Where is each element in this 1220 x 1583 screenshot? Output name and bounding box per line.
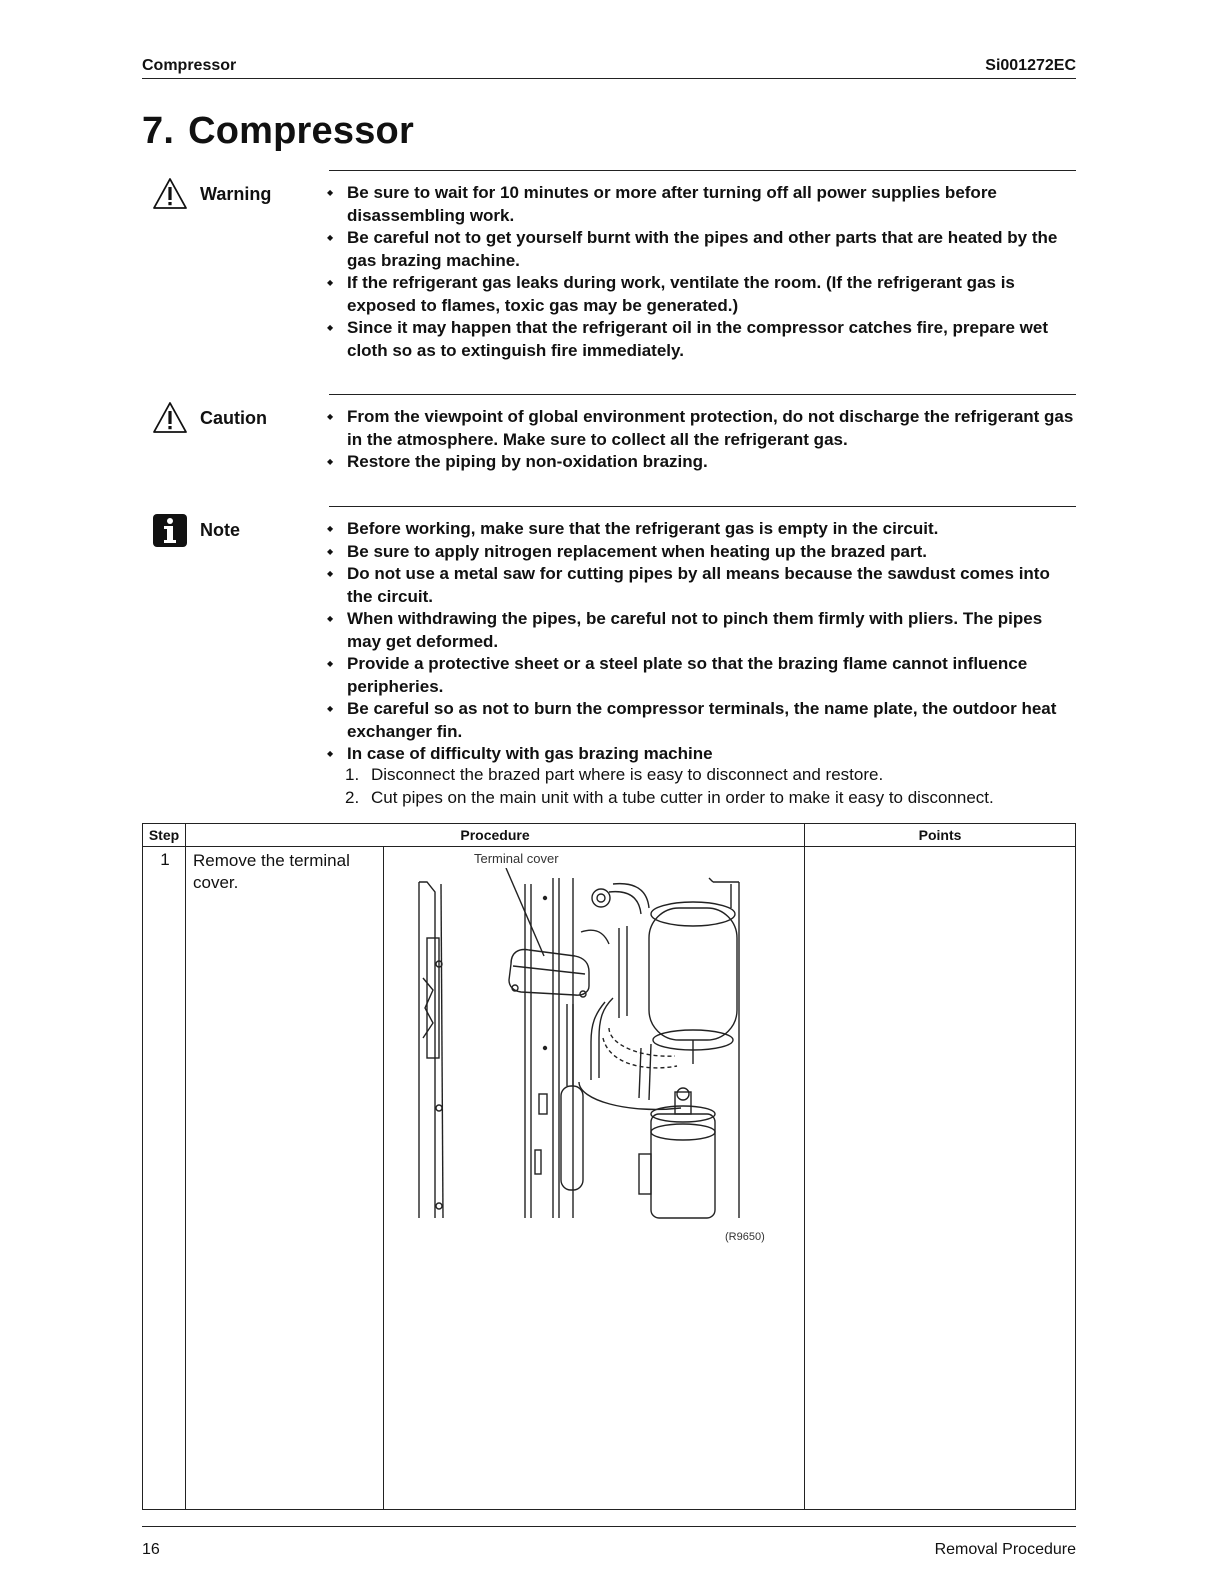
- column-header-procedure: Procedure: [460, 827, 530, 843]
- note-item: ◆ Before working, make sure that the refrigerant gas is empty in the circuit.: [326, 518, 1076, 541]
- caution-item: ◆ Restore the piping by non-oxidation brazing.: [326, 451, 1076, 474]
- warning-rule: [329, 170, 1076, 171]
- note-label: [152, 512, 240, 548]
- caution-label-text: Caution: [200, 407, 267, 428]
- note-item: ◆ Be sure to apply nitrogen replacement when heating up the brazed part.: [326, 541, 1076, 564]
- warning-label: [152, 176, 271, 212]
- warning-item: ◆ If the refrigerant gas leaks during work, ventilate the room. (If the refrigerant gas is exposed to flames, toxic gas may be generated.): [326, 272, 1076, 317]
- warning-item: ◆ Be careful not to get yourself burnt with the pipes and other parts that are heated by the gas brazing machine.: [326, 227, 1076, 272]
- note-subitem: [345, 764, 1075, 787]
- page-title: [142, 110, 414, 153]
- note-item: ◆ Be careful so as not to burn the compressor terminals, the name plate, the outdoor heat exchanger fin.: [326, 698, 1076, 743]
- page-number: 16: [142, 1541, 160, 1558]
- note-subitem: [345, 787, 1075, 810]
- procedure-text: Remove the terminal cover.: [193, 851, 350, 892]
- subitem-number: 1.: [345, 765, 360, 784]
- footer-rule: [142, 1526, 1076, 1527]
- table-header-rule: [143, 846, 1075, 847]
- caution-label: [152, 400, 267, 436]
- note-numbered-list: [345, 764, 1075, 809]
- warning-list: [326, 182, 1076, 362]
- note-item: ◆ Do not use a metal saw for cutting pipes by all means because the sawdust comes into the circuit.: [326, 563, 1076, 608]
- note-list: [326, 518, 1076, 766]
- subitem-text: Disconnect the brazed part where is easy to disconnect and restore.: [371, 765, 884, 784]
- caution-triangle-icon: [152, 400, 188, 436]
- note-item: ◆ When withdrawing the pipes, be careful not to pinch them firmly with pliers. The pipes may get deformed.: [326, 608, 1076, 653]
- warning-triangle-icon: [152, 176, 188, 212]
- figure-callout-label: Terminal cover: [474, 851, 559, 866]
- header-rule: [142, 78, 1076, 79]
- warning-label-text: Warning: [200, 183, 272, 204]
- title-number: 7.: [142, 110, 175, 152]
- title-text: Compressor: [188, 110, 414, 152]
- caution-list: [326, 406, 1076, 474]
- step-number: 1: [160, 850, 170, 869]
- procedure-table: [142, 823, 1076, 1510]
- column-header-points: Points: [918, 827, 962, 843]
- compressor-illustration: [413, 868, 753, 1228]
- warning-item: ◆ Since it may happen that the refrigerant oil in the compressor catches fire, prepare wet cloth so as to extinguish fire immediately.: [326, 317, 1076, 362]
- footer-section-name: Removal Procedure: [934, 1541, 1076, 1558]
- figure-reference-code: (R9650): [725, 1231, 765, 1243]
- caution-item: ◆ From the viewpoint of global environment protection, do not discharge the refrigerant gas in the atmosphere. Make sure to collect all the refrigerant gas.: [326, 406, 1076, 451]
- note-item: ◆ In case of difficulty with gas brazing machine: [326, 743, 1076, 766]
- column-header-step: Step: [148, 827, 180, 843]
- header-section-title: Compressor: [142, 57, 237, 74]
- table-divider: [383, 846, 384, 1509]
- caution-rule: [329, 394, 1076, 395]
- table-divider: [804, 824, 805, 1509]
- note-item: ◆ Provide a protective sheet or a steel plate so that the brazing flame cannot influence peripheries.: [326, 653, 1076, 698]
- subitem-number: 2.: [345, 787, 360, 807]
- warning-item: ◆ Be sure to wait for 10 minutes or more after turning off all power supplies before disassembling work.: [326, 182, 1076, 227]
- subitem-text: Cut pipes on the main unit with a tube cutter in order to make it easy to disconnect.: [371, 787, 994, 807]
- info-icon: [152, 512, 188, 548]
- note-rule: [329, 506, 1076, 507]
- note-label-text: Note: [200, 519, 240, 540]
- table-divider: [185, 824, 186, 1509]
- header-document-code: Si001272EC: [985, 57, 1076, 74]
